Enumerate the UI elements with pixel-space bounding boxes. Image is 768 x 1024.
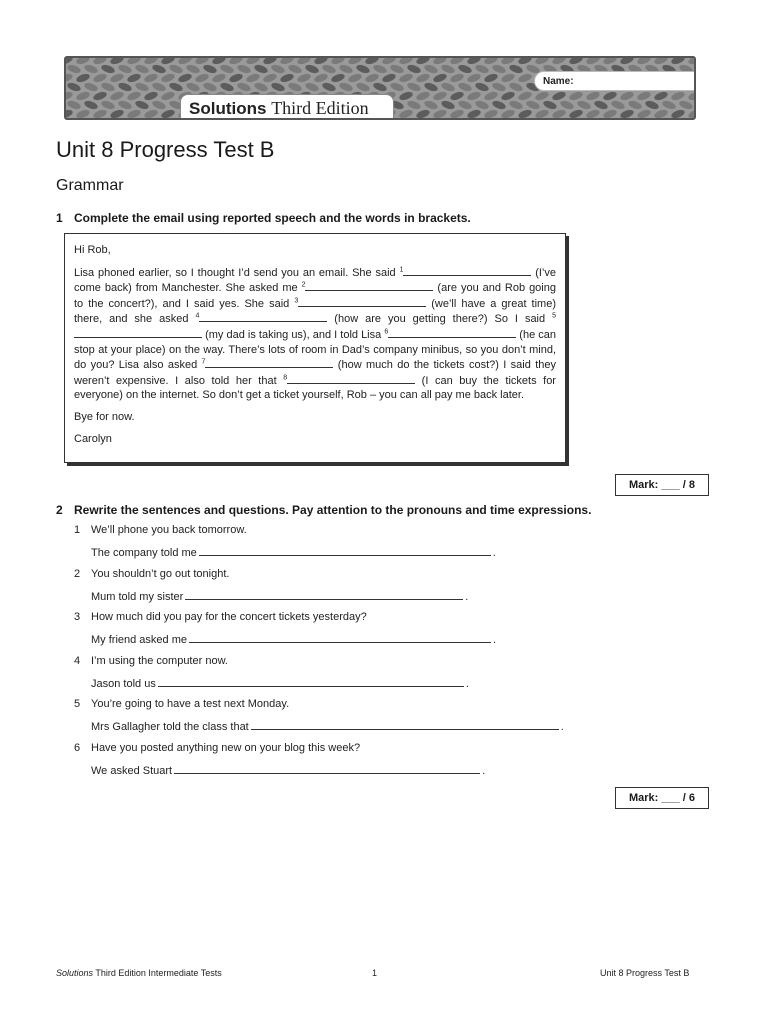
email-signature: Carolyn [74,432,112,445]
item-prompt-text: You shouldn’t go out tonight. [91,567,230,580]
answer-line[interactable] [251,720,559,730]
question-1-heading [56,211,471,225]
item-response [91,546,496,559]
item-prompt-text: I’m using the computer now. [91,654,228,667]
item-response [91,633,496,646]
answer-line[interactable] [174,764,480,774]
answer-blank[interactable] [298,296,426,307]
gap-number: 5 [552,312,556,320]
response-end: . [465,590,469,603]
gap-number: 1 [399,265,404,273]
footer-left [56,968,222,978]
email-body [74,265,556,403]
email-text: (we’ll have a great time) there, and she asked [74,297,556,326]
header-banner [64,56,696,120]
item-number: 4 [74,654,81,667]
footer-page-number: 1 [372,968,378,978]
answer-blank[interactable] [388,327,516,338]
answer-blank[interactable] [287,373,415,384]
item-number: 1 [74,524,81,536]
question-2-number: 2 [56,503,63,517]
response-end: . [482,765,486,777]
gap-number: 4 [195,312,200,320]
item-response [91,590,468,603]
response-start: The company told me [91,547,197,559]
item-prompt-text: How much did you pay for the concert tickets yesterday? [91,611,367,624]
item-response [91,764,485,777]
response-start: Mrs Gallagher told the class that [91,721,249,734]
gap-number: 8 [283,374,288,382]
footer-right: Unit 8 Progress Test B [600,968,690,978]
item-prompt [74,742,360,754]
item-number: 3 [74,611,81,624]
section-heading: Grammar [56,177,124,194]
gap-number: 2 [301,281,306,289]
item-number: 2 [74,567,81,580]
answer-line[interactable] [189,633,491,643]
answer-line[interactable] [158,677,464,687]
footer-edition: Third Edition Intermediate Tests [93,968,222,978]
email-text: (I can buy the tickets for everyone) on the internet. So don’t get a ticket yourself, Rob – you can all pay me back later. [74,374,556,402]
email-text: (my dad is taking us), and I told Lisa [202,328,385,341]
email-text: (I’ve come back) from Manchester. She asked me [74,266,556,295]
item-response [91,677,469,690]
item-prompt [74,655,228,667]
email-greeting: Hi Rob, [74,244,111,256]
response-start: We asked Stuart [91,765,173,777]
item-response [91,720,564,733]
response-end: . [560,721,564,734]
question-2-instruction: Rewrite the sentences and questions. Pay attention to the pronouns and time expressions. [74,503,592,517]
question-2-heading [56,503,591,517]
response-start: My friend asked me [91,634,187,647]
email-signoff: Bye for now. [74,410,135,423]
item-prompt [74,524,247,536]
email-text: (he can stop at your place) on the way. There’s lots of room in Dad’s company minibus, so you don’t mind, do you? Lisa also asked [74,328,557,372]
mark-box-q2: Mark: ___ / 6 [615,787,709,809]
email-text: (how much do the tickets cost?) I said they weren’t expensive. I also told her that [74,359,556,387]
item-prompt [74,568,229,580]
response-end: . [465,677,469,690]
response-end: . [492,547,496,559]
item-prompt-text: You’re going to have a test next Monday. [91,698,290,711]
answer-line[interactable] [199,546,491,556]
answer-blank[interactable] [305,280,433,291]
email-text: (how are you getting there?) So I said [327,313,553,326]
response-start: Jason told us [91,677,156,690]
email-text: Lisa phoned earlier, so I thought I’d send you an email. She said [74,266,400,279]
response-start: Mum told my sister [91,590,184,603]
brand-logo [189,98,369,119]
item-number: 5 [74,698,81,711]
page-title: Unit 8 Progress Test B [56,137,275,162]
name-field[interactable] [534,71,696,91]
answer-blank[interactable] [403,265,531,276]
item-prompt [74,611,367,623]
brand-bold: Solutions [189,99,267,118]
name-label: Name: [543,76,574,87]
question-1-number: 1 [56,211,63,225]
gap-number: 3 [294,297,299,305]
answer-line[interactable] [185,590,463,600]
brand-box [180,94,394,120]
response-end: . [492,634,497,647]
email-text: (are you and Rob going to the concert?), and I said yes. She said [74,282,556,310]
item-prompt [74,698,289,710]
item-prompt-text: Have you posted anything new on your blog this week? [91,742,361,754]
gap-number: 7 [201,358,206,366]
answer-blank[interactable] [205,357,333,368]
footer-brand: Solutions [56,968,94,978]
question-1-instruction: Complete the email using reported speech and the words in brackets. [74,211,471,225]
email-box [64,233,566,463]
mark-box-q1: Mark: ___ / 8 [615,474,709,496]
item-number: 6 [74,742,81,754]
answer-blank[interactable] [74,327,202,338]
answer-blank[interactable] [199,311,327,322]
item-prompt-text: We’ll phone you back tomorrow. [91,524,247,536]
gap-number: 6 [384,328,389,336]
brand-rest: Third Edition [271,98,369,118]
